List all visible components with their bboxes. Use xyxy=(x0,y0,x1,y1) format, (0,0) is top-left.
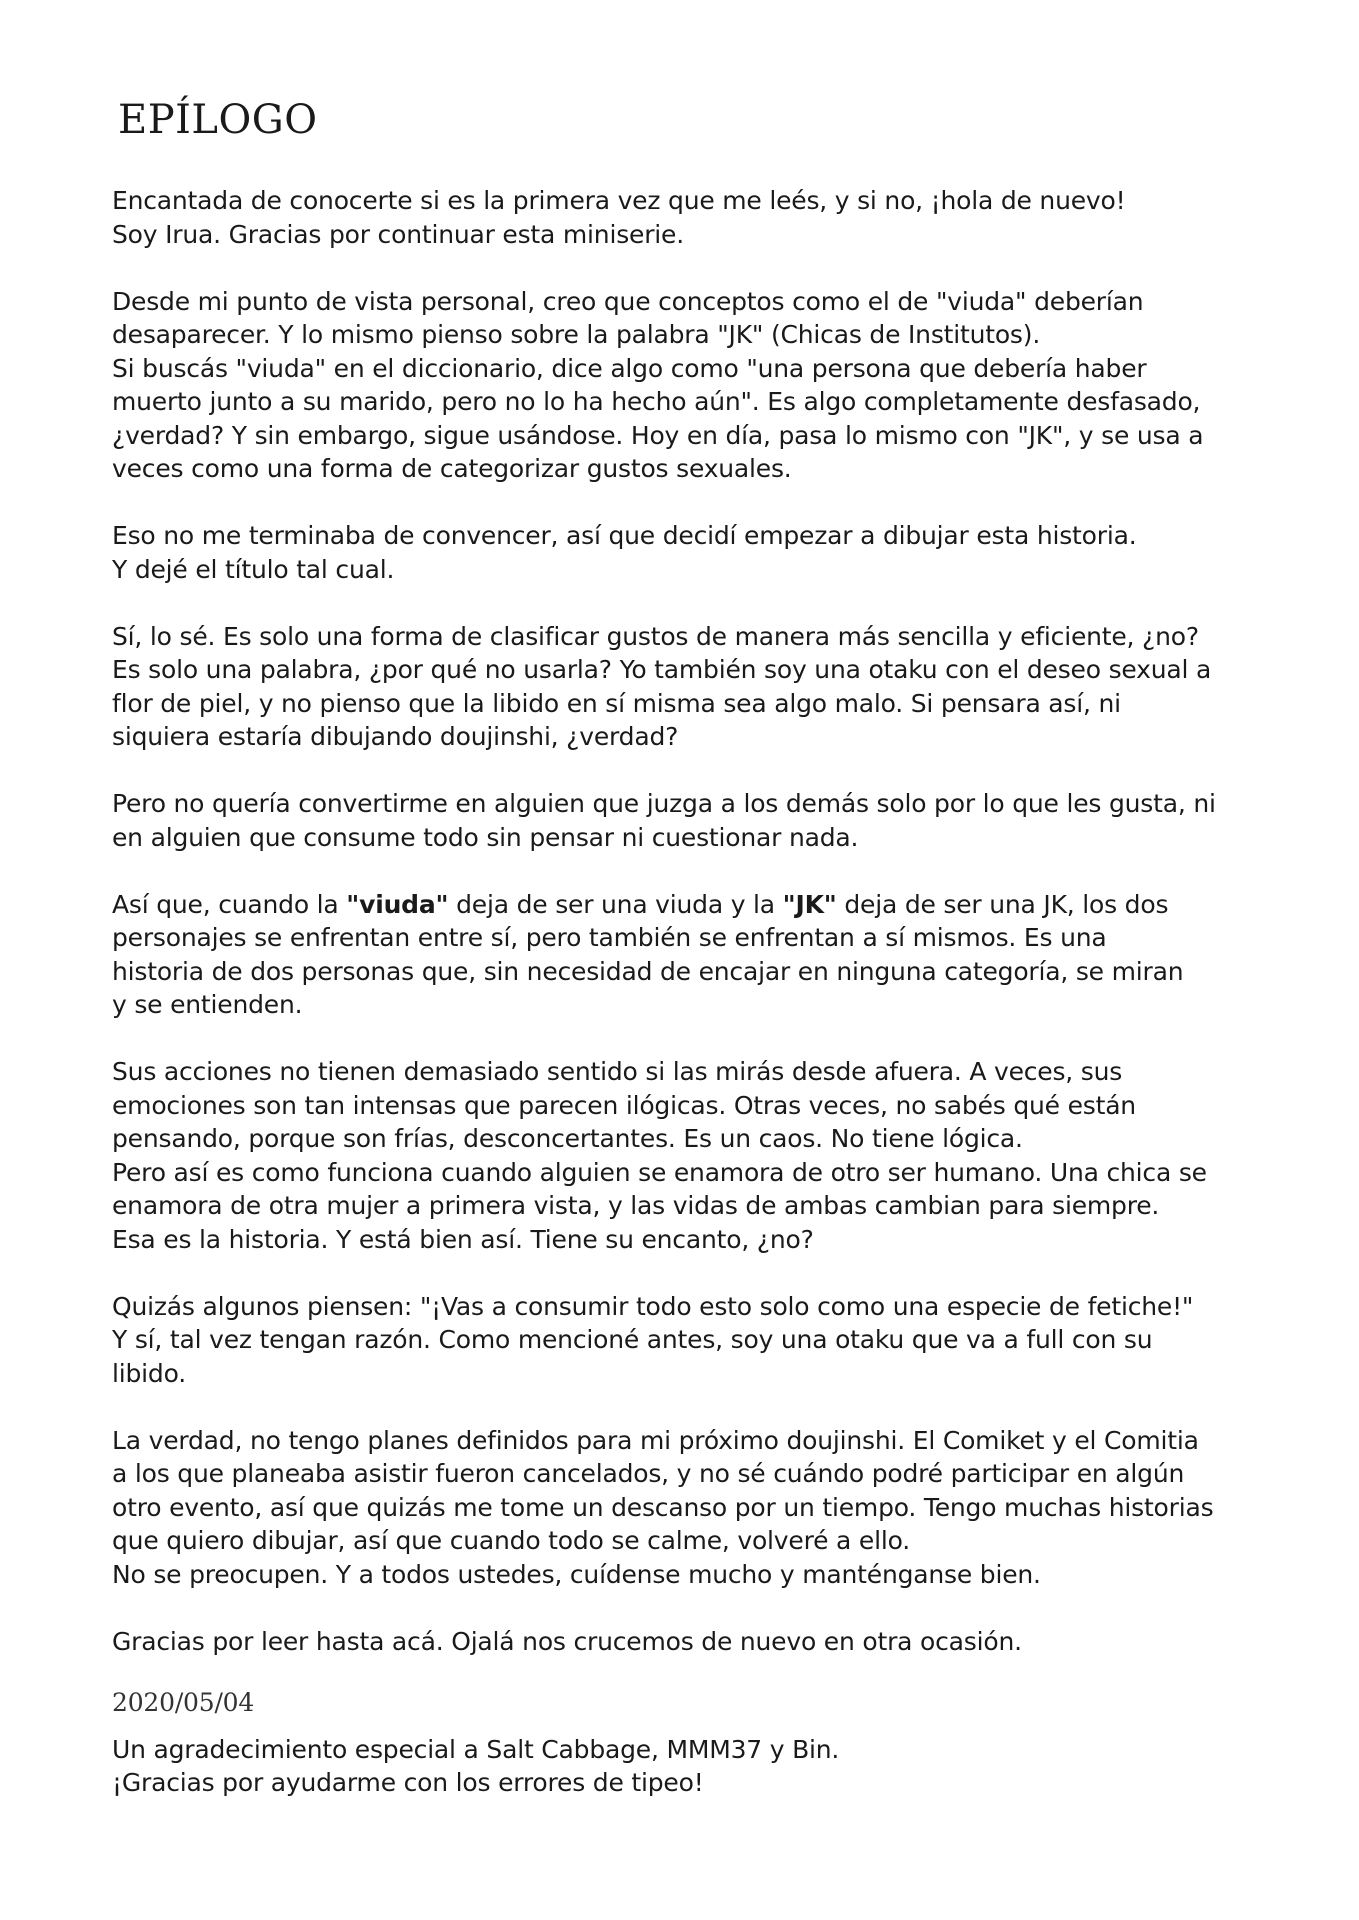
paragraph-line: Sus acciones no tienen demasiado sentido si las mirás desde afuera. A veces, sus xyxy=(112,1057,1123,1086)
paragraph-line: Y sí, tal vez tengan razón. Como mencioné antes, soy una otaku que va a full con su xyxy=(112,1325,1153,1354)
epilogue-body xyxy=(112,184,1262,1800)
paragraph-line: La verdad, no tengo planes definidos para mi próximo doujinshi. El Comiket y el Comitia xyxy=(112,1425,1199,1455)
paragraph xyxy=(112,787,1262,854)
paragraph-line: a los que planeaba asistir fueron cancelados, y no sé cuándo podré participar en algún xyxy=(112,1459,1185,1488)
emphasized-term: "JK" xyxy=(782,889,837,919)
paragraph-line: otro evento, así que quizás me tome un descanso por un tiempo. Tengo muchas historias xyxy=(112,1492,1214,1522)
date-stamp: 2020/05/04 xyxy=(112,1687,255,1717)
paragraph-line: Si buscás "viuda" en el diccionario, dice algo como "una persona que debería haber xyxy=(112,353,1147,383)
line-segment: deja de ser una viuda y la xyxy=(448,889,783,919)
paragraph-list xyxy=(112,184,1262,1658)
paragraph-line: historia de dos personas que, sin necesidad de encajar en ninguna categoría, se miran xyxy=(112,956,1184,986)
paragraph-line: libido. xyxy=(112,1358,186,1388)
paragraph-line: Quizás algunos piensen: "¡Vas a consumir todo esto solo como una especie de fetiche!" xyxy=(112,1291,1194,1321)
line-segment: Así que, cuando la xyxy=(112,889,347,919)
paragraph-line: enamora de otra mujer a primera vista, y las vidas de ambas cambian para siempre. xyxy=(112,1191,1160,1220)
paragraph xyxy=(112,1625,1262,1659)
thanks-line: ¡Gracias por ayudarme con los errores de tipeo! xyxy=(112,1768,704,1797)
paragraph-line: Gracias por leer hasta acá. Ojalá nos crucemos de nuevo en otra ocasión. xyxy=(112,1626,1022,1656)
paragraph xyxy=(112,184,1262,251)
paragraph-line: Soy Irua. Gracias por continuar esta miniserie. xyxy=(112,219,684,249)
paragraph-line: Encantada de conocerte si es la primera vez que me leés, y si no, ¡hola de nuevo! xyxy=(112,186,1126,215)
paragraph-line: emociones son tan intensas que parecen ilógicas. Otras veces, no sabés qué están xyxy=(112,1090,1136,1120)
paragraph-line: siquiera estaría dibujando doujinshi, ¿verdad? xyxy=(112,722,679,751)
paragraph-line: Pero no quería convertirme en alguien que juzga a los demás solo por lo que les gusta, ni xyxy=(112,789,1216,818)
paragraph xyxy=(112,620,1262,754)
paragraph-line: Esa es la historia. Y está bien así. Tiene su encanto, ¿no? xyxy=(112,1224,814,1254)
paragraph-line: Desde mi punto de vista personal, creo que conceptos como el de "viuda" deberían xyxy=(112,286,1144,316)
thanks-line: Un agradecimiento especial a Salt Cabbage, MMM37 y Bin. xyxy=(112,1734,840,1764)
paragraph-line: personajes se enfrentan entre sí, pero también se enfrentan a sí mismos. Es una xyxy=(112,923,1107,952)
epilogue-page xyxy=(112,97,1262,1800)
page-title: EPÍLOGO xyxy=(118,97,318,143)
paragraph xyxy=(112,285,1262,486)
paragraph-line: desaparecer. Y lo mismo pienso sobre la palabra "JK" (Chicas de Institutos). xyxy=(112,320,1041,349)
paragraph-line: en alguien que consume todo sin pensar ni cuestionar nada. xyxy=(112,822,859,852)
paragraph-line: Eso no me terminaba de convencer, así que decidí empezar a dibujar esta historia. xyxy=(112,521,1137,550)
paragraph-line: Es solo una palabra, ¿por qué no usarla? Yo también soy una otaku con el deseo sexual a xyxy=(112,655,1212,684)
paragraph xyxy=(112,888,1262,1022)
paragraph-line: No se preocupen. Y a todos ustedes, cuídense mucho y manténganse bien. xyxy=(112,1559,1041,1589)
paragraph-line: muerto junto a su marido, pero no lo ha hecho aún". Es algo completamente desfasado, xyxy=(112,387,1201,416)
paragraph-line: flor de piel, y no pienso que la libido en sí misma sea algo malo. Si pensara así, ni xyxy=(112,688,1121,718)
emphasized-term: "viuda" xyxy=(346,889,449,919)
paragraph xyxy=(112,1055,1262,1256)
paragraph-line: que quiero dibujar, así que cuando todo se calme, volveré a ello. xyxy=(112,1526,910,1555)
paragraph-line: ¿verdad? Y sin embargo, sigue usándose. Hoy en día, pasa lo mismo con "JK", y se usa a xyxy=(112,420,1204,450)
line-segment: deja de ser una JK, los dos xyxy=(836,889,1169,919)
paragraph-line: Y dejé el título tal cual. xyxy=(112,554,395,584)
paragraph-line xyxy=(112,888,1262,922)
paragraph-line: pensando, porque son frías, desconcertantes. Es un caos. No tiene lógica. xyxy=(112,1124,1023,1153)
paragraph-line: Pero así es como funciona cuando alguien se enamora de otro ser humano. Una chica se xyxy=(112,1157,1207,1187)
paragraph xyxy=(112,1424,1262,1592)
thanks-note xyxy=(112,1733,1262,1800)
paragraph-line: veces como una forma de categorizar gustos sexuales. xyxy=(112,454,792,483)
paragraph-line: y se entienden. xyxy=(112,990,303,1019)
paragraph xyxy=(112,519,1262,586)
paragraph-line: Sí, lo sé. Es solo una forma de clasificar gustos de manera más sencilla y eficiente, ¿no? xyxy=(112,621,1199,651)
paragraph xyxy=(112,1290,1262,1391)
